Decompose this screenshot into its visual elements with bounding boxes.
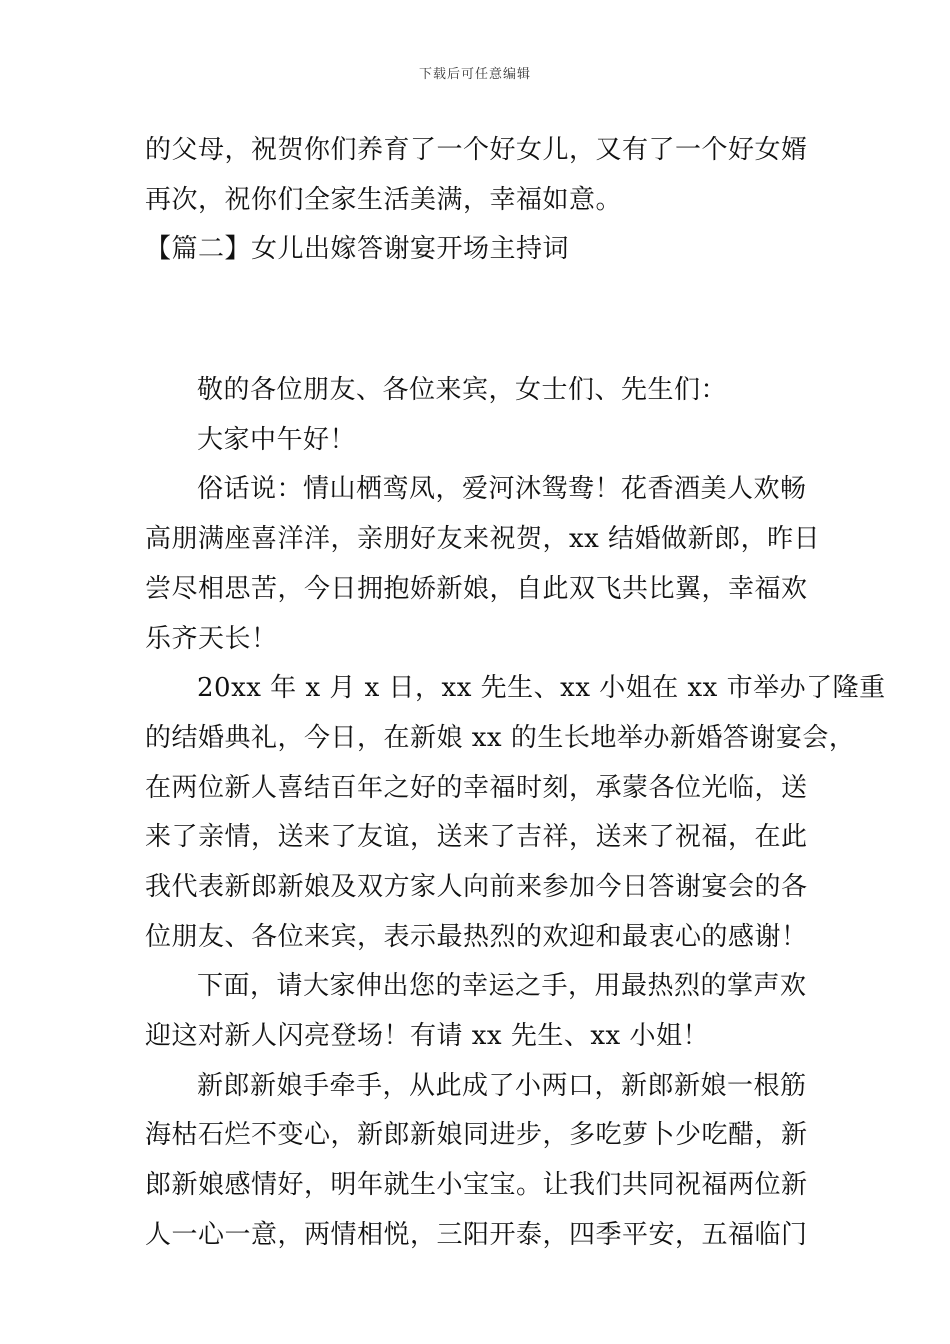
paragraph-line: 20xx 年 x 月 x 日，xx 先生、xx 小姐在 xx 市举办了隆重	[197, 673, 886, 704]
paragraph-line: 海枯石烂不变心，新郎新娘同进步，多吃萝卜少吃醋，新	[145, 1120, 808, 1151]
paragraph-line: 位朋友、各位来宾，表示最热烈的欢迎和最衷心的感谢！	[145, 921, 808, 952]
page-header-note: 下载后可任意编辑	[418, 67, 531, 82]
section-heading: 【篇二】女儿出嫁答谢宴开场主持词	[145, 234, 570, 265]
paragraph-line: 在两位新人喜结百年之好的幸福时刻，承蒙各位光临，送	[145, 772, 808, 803]
paragraph-line: 下面，请大家伸出您的幸运之手，用最热烈的掌声欢	[197, 971, 807, 1002]
paragraph-line: 人一心一意，两情相悦，三阳开泰，四季平安，五福临门	[145, 1219, 808, 1250]
paragraph-line: 郎新娘感情好，明年就生小宝宝。让我们共同祝福两位新	[145, 1170, 808, 1201]
paragraph-line: 的结婚典礼，今日，在新娘 xx 的生长地举办新婚答谢宴会，	[145, 722, 856, 753]
paragraph-line: 新郎新娘手牵手，从此成了小两口，新郎新娘一根筋	[197, 1070, 807, 1101]
paragraph-line: 再次，祝你们全家生活美满，幸福如意。	[145, 184, 623, 215]
paragraph-line: 俗话说：情山栖鸾凤，爱河沐鸳鸯！花香酒美人欢畅	[197, 474, 807, 505]
section-spacer	[145, 275, 845, 366]
paragraph-line: 迎这对新人闪亮登场！有请 xx 先生、xx 小姐！	[145, 1021, 709, 1051]
greeting-line: 大家中午好！	[197, 424, 357, 455]
paragraph-line: 我代表新郎新娘及双方家人向前来参加今日答谢宴会的各	[145, 871, 808, 902]
paragraph-line: 高朋满座喜洋洋，亲朋好友来祝贺，xx 结婚做新郎，昨日	[145, 524, 821, 555]
paragraph-line: 来了亲情，送来了友谊，送来了吉祥，送来了祝福，在此	[145, 822, 808, 853]
paragraph-line: 尝尽相思苦，今日拥抱娇新娘，自此双飞共比翼，幸福欢	[145, 573, 808, 604]
paragraph-line: 乐齐天长！	[145, 623, 278, 654]
document-body	[145, 126, 886, 1260]
paragraph-line: 的父母，祝贺你们养育了一个好女儿，又有了一个好女婿	[145, 135, 808, 165]
salutation-line: 敬的各位朋友、各位来宾，女士们、先生们：	[197, 375, 728, 406]
